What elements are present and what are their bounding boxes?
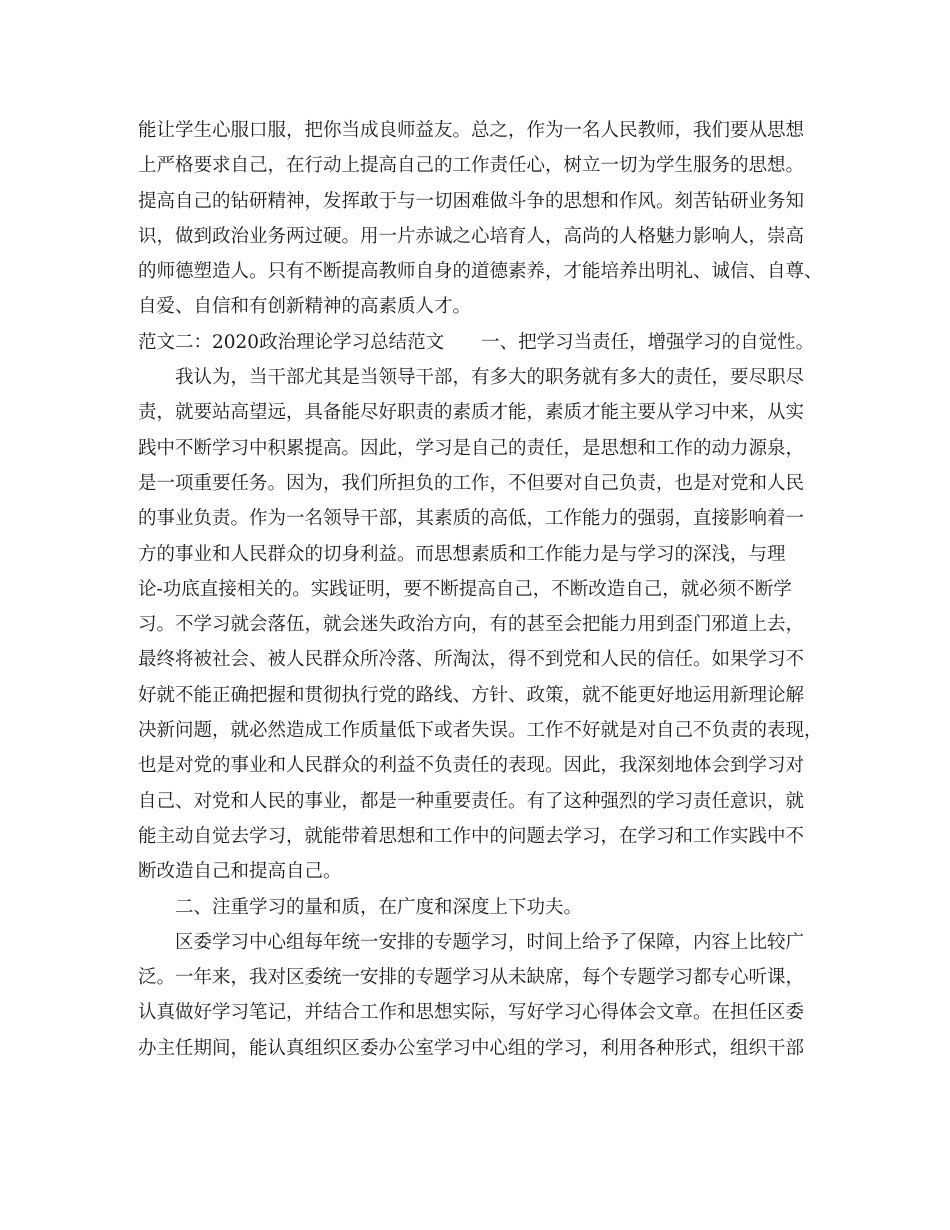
text-line: 责，就要站高望远，具备能尽好职责的素质才能，素质才能主要从学习中来，从实	[138, 402, 805, 424]
text-line: 我认为，当干部尤其是当领导干部，有多大的职务就有多大的责任，要尽职尽	[138, 367, 805, 389]
text-line: 认真做好学习笔记，并结合工作和思想实际，写好学习心得体会文章。在担任区委	[138, 1002, 805, 1024]
text-line: 也是对党的事业和人民群众的利益不负责任的表现。因此，我深刻地体会到学习对	[138, 755, 805, 777]
text-line: 断改造自己和提高自己。	[138, 861, 342, 883]
text-line: 自爱、自信和有创新精神的高素质人才。	[138, 296, 472, 318]
text-line: 的事业负责。作为一名领导干部，其素质的高低，工作能力的强弱，直接影响着一	[138, 508, 805, 530]
text-line: 泛。一年来，我对区委统一安排的专题学习从未缺席，每个专题学习都专心听课，	[138, 967, 805, 989]
text-line: 提高自己的钻研精神，发挥敢于与一切困难做斗争的思想和作风。刻苦钻研业务知	[138, 190, 805, 212]
text-line: 上严格要求自己，在行动上提高自己的工作责任心，树立一切为学生服务的思想。	[138, 155, 805, 177]
text-line: 办主任期间，能认真组织区委办公室学习中心组的学习，利用各种形式，组织干部	[138, 1037, 805, 1059]
text-line: 论-功底直接相关的。实践证明，要不断提高自己，不断改造自己，就必须不断学	[138, 578, 792, 600]
text-line: 区委学习中心组每年统一安排的专题学习，时间上给予了保障，内容上比较广	[138, 931, 805, 953]
text-line: 践中不断学习中积累提高。因此，学习是自己的责任，是思想和工作的动力源泉，	[138, 437, 805, 459]
text-line: 范文二：2020政治理论学习总结范文 一、把学习当责任，增强学习的自觉性。	[138, 331, 815, 353]
text-line: 识，做到政治业务两过硬。用一片赤诚之心培育人，高尚的人格魅力影响人，崇高	[138, 225, 805, 247]
text-line: 二、注重学习的量和质，在广度和深度上下功夫。	[138, 896, 583, 918]
text-line: 习。不学习就会落伍，就会迷失政治方向，有的甚至会把能力用到歪门邪道上去，	[138, 614, 805, 636]
text-line: 决新问题，就必然造成工作质量低下或者失误。工作不好就是对自己不负责的表现，	[138, 720, 823, 742]
text-line: 好就不能正确把握和贯彻执行党的路线、方针、政策，就不能更好地运用新理论解	[138, 684, 805, 706]
text-line: 的师德塑造人。只有不断提高教师自身的道德素养，才能培养出明礼、诚信、自尊、	[138, 261, 823, 283]
text-line: 最终将被社会、被人民群众所冷落、所淘汰，得不到党和人民的信任。如果学习不	[138, 649, 805, 671]
text-line: 是一项重要任务。因为，我们所担负的工作，不但要对自己负责，也是对党和人民	[138, 472, 805, 494]
text-line: 能让学生心服口服，把你当成良师益友。总之，作为一名人民教师，我们要从思想	[138, 120, 805, 141]
text-line: 方的事业和人民群众的切身利益。而思想素质和工作能力是与学习的深浅，与理	[138, 543, 786, 565]
text-line: 自己、对党和人民的事业，都是一种重要责任。有了这种强烈的学习责任意识，就	[138, 790, 805, 812]
text-line: 能主动自觉去学习，就能带着思想和工作中的问题去学习，在学习和工作实践中不	[138, 825, 805, 847]
document-body	[138, 113, 838, 1066]
